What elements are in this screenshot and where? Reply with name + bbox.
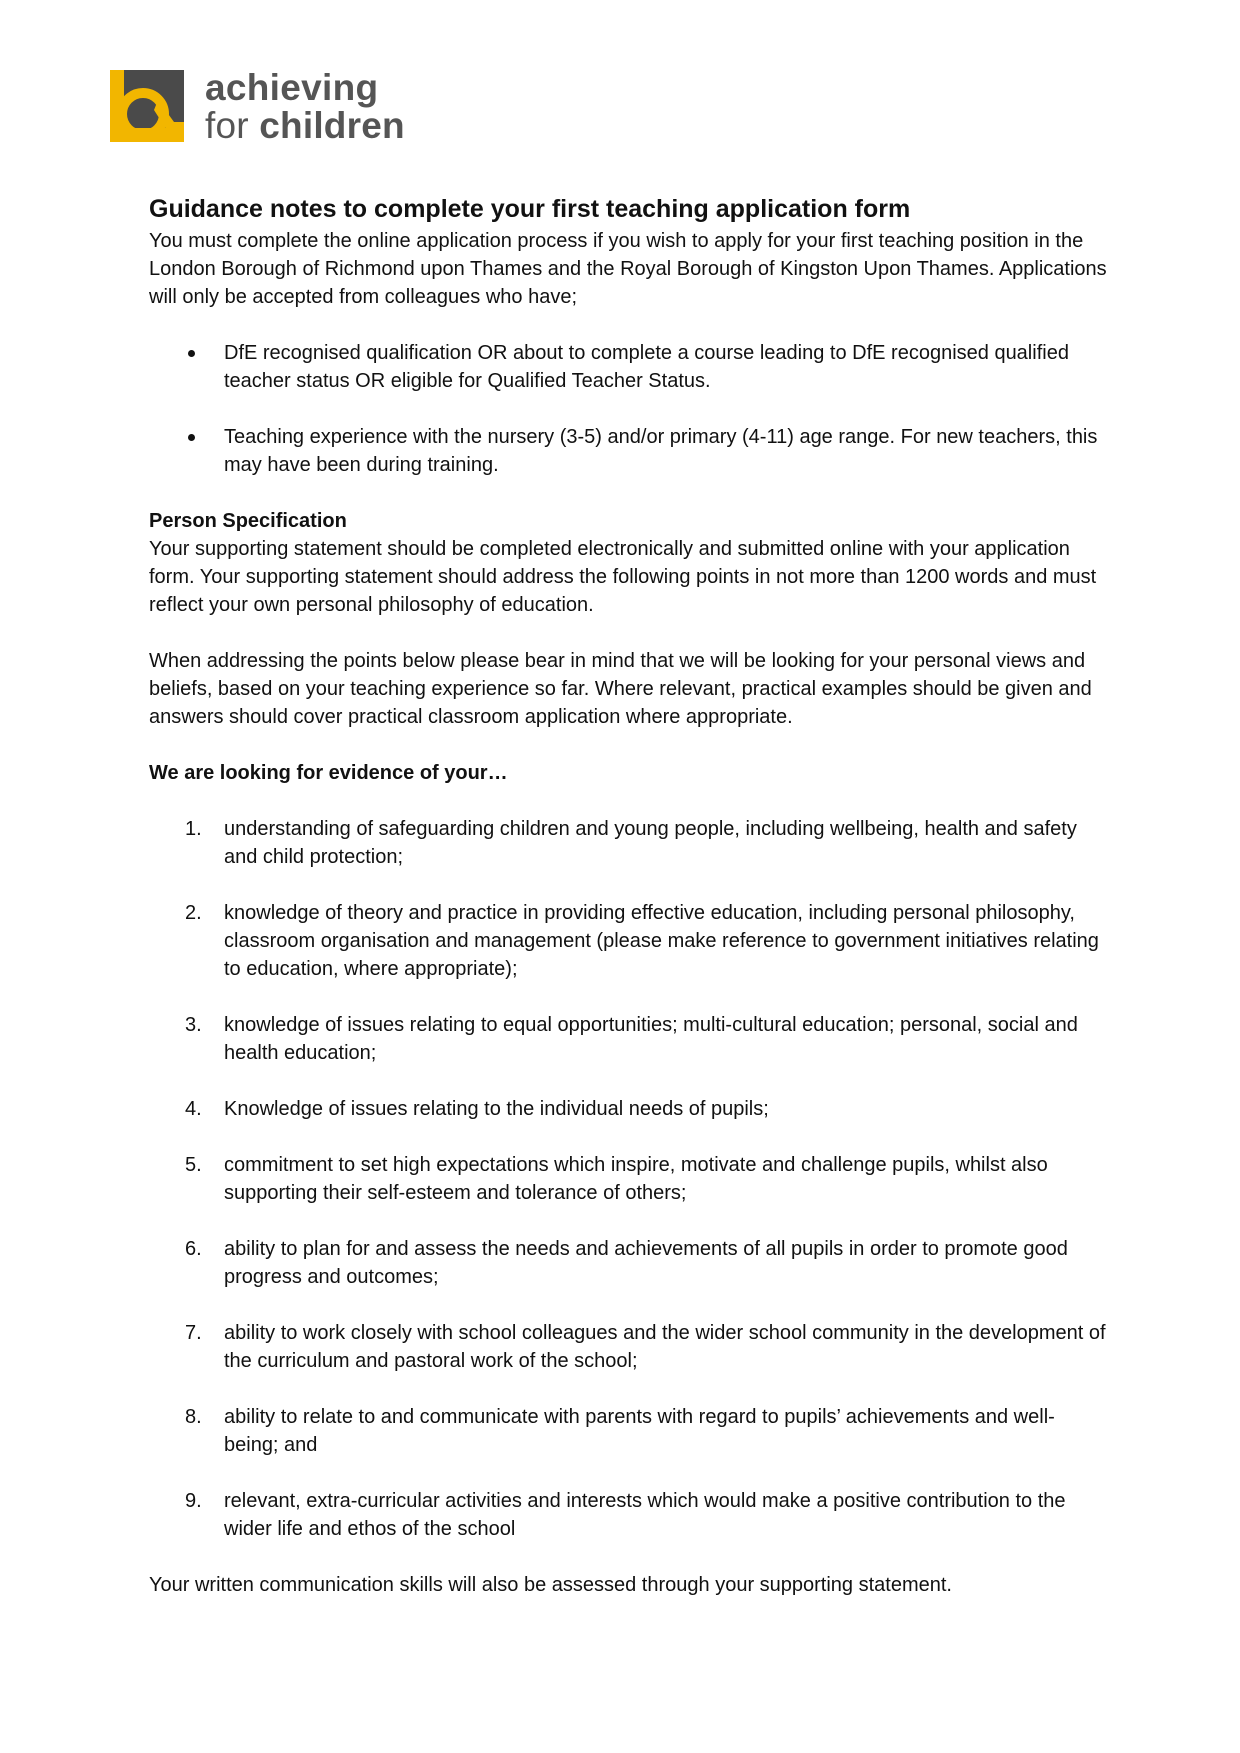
list-item — [149, 899, 1109, 983]
achieving-for-children-logo — [110, 67, 405, 146]
person-specification-paragraph-2: When addressing the points below please bear in mind that we will be looking for your personal views and beliefs, based on your teaching experience so far. Where relevant, practical examples should be given and answers should cover practical classroom application where appropriate. — [149, 650, 1092, 728]
evidence-list — [149, 815, 1109, 1543]
evidence-text: Knowledge of issues relating to the individual needs of pupils; — [224, 1098, 769, 1120]
evidence-text: commitment to set high expectations which inspire, motivate and challenge pupils, whilst also supporting their self-esteem and tolerance of others; — [224, 1154, 1048, 1204]
closing-paragraph: Your written communication skills will also be assessed through your supporting statement. — [149, 1574, 952, 1596]
evidence-text: ability to relate to and communicate with parents with regard to pupils’ achievements and well-being; and — [224, 1406, 1055, 1456]
logo-line-for-children — [205, 107, 405, 144]
evidence-heading: We are looking for evidence of your… — [149, 762, 508, 784]
list-number: 2. — [185, 902, 202, 924]
bullet-icon — [188, 350, 195, 357]
list-item — [149, 1235, 1109, 1291]
list-number: 5. — [185, 1154, 202, 1176]
list-item — [149, 1403, 1109, 1459]
person-specification-heading: Person Specification — [149, 510, 347, 532]
list-item — [149, 1319, 1109, 1375]
requirement-text: Teaching experience with the nursery (3-5) and/or primary (4-11) age range. For new teachers, this may have been during training. — [224, 426, 1098, 476]
evidence-text: knowledge of issues relating to equal opportunities; multi-cultural education; personal, social and health education; — [224, 1014, 1078, 1064]
person-specification-paragraph-1: Your supporting statement should be completed electronically and submitted online with your application form. Your supporting statement should address the following points in not more than 1200 words and must reflect your own personal philosophy of education. — [149, 538, 1097, 616]
intro-paragraph: You must complete the online application process if you wish to apply for your first teaching position in the London Borough of Richmond upon Thames and the Royal Borough of Kingston Upon Thames. Applications will only be accepted from colleagues who have; — [149, 230, 1107, 308]
requirement-text: DfE recognised qualification OR about to complete a course leading to DfE recognised qualified teacher status OR eligible for Qualified Teacher Status. — [224, 342, 1069, 392]
list-item — [149, 1095, 1109, 1123]
logo-wordmark — [205, 67, 405, 146]
list-number: 1. — [185, 818, 202, 840]
logo-word-children: children — [259, 105, 405, 146]
list-item — [149, 339, 1109, 395]
evidence-text: ability to plan for and assess the needs and achievements of all pupils in order to promote good progress and outcomes; — [224, 1238, 1068, 1288]
list-item — [149, 1011, 1109, 1067]
evidence-text: knowledge of theory and practice in providing effective education, including personal philosophy, classroom organisation and management (please make reference to government initiatives relating to education, where appropriate); — [224, 902, 1099, 980]
logo-mark-icon — [110, 70, 184, 142]
page-title: Guidance notes to complete your first teaching application form — [149, 195, 911, 223]
list-item — [149, 1151, 1109, 1207]
list-number: 3. — [185, 1014, 202, 1036]
evidence-text: ability to work closely with school colleagues and the wider school community in the development of the curriculum and pastoral work of the school; — [224, 1322, 1106, 1372]
list-number: 4. — [185, 1098, 202, 1120]
logo-word-for: for — [205, 105, 249, 146]
list-number: 8. — [185, 1406, 202, 1428]
list-number: 7. — [185, 1322, 202, 1344]
list-item — [149, 423, 1109, 479]
list-number: 9. — [185, 1490, 202, 1512]
requirements-list — [149, 339, 1109, 479]
logo-line-achieving: achieving — [205, 67, 379, 108]
list-number: 6. — [185, 1238, 202, 1260]
evidence-text: understanding of safeguarding children and young people, including wellbeing, health and safety and child protection; — [224, 818, 1077, 868]
evidence-text: relevant, extra-curricular activities and interests which would make a positive contribution to the wider life and ethos of the school — [224, 1490, 1066, 1540]
list-item — [149, 1487, 1109, 1543]
list-item — [149, 815, 1109, 871]
bullet-icon — [188, 434, 195, 441]
document-body — [149, 192, 1109, 1599]
